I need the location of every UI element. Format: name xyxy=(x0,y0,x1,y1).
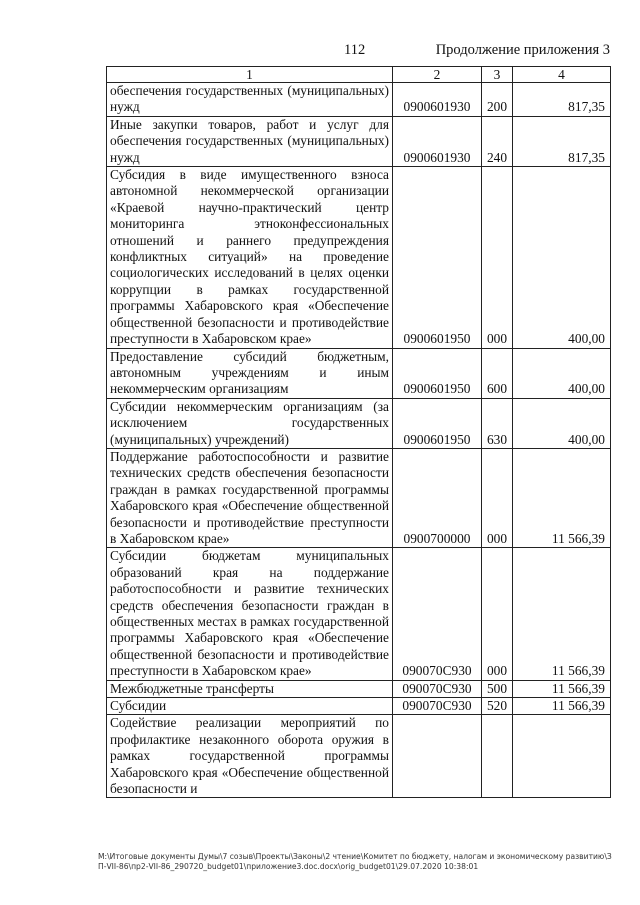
row-description: Межбюджетные трансферты xyxy=(107,680,393,697)
row-code xyxy=(393,715,482,798)
row-amount: 400,00 xyxy=(513,167,611,348)
row-description: Субсидии некоммерческим организациям (за исключением государственных (муниципальных) учреждений) xyxy=(107,398,393,448)
row-description: Поддержание работоспособности и развитие технических средств обеспечения безопасности граждан в рамках государственной программы Хабаровского края «Обеспечение общественной безопасности и противодействие преступности в Хабаровском крае» xyxy=(107,448,393,547)
table-row xyxy=(107,83,611,117)
row-code: 0900601930 xyxy=(393,83,482,117)
row-amount: 817,35 xyxy=(513,83,611,117)
row-amount: 11 566,39 xyxy=(513,680,611,697)
column-header: 3 xyxy=(482,67,513,83)
appendix-table xyxy=(106,66,611,798)
table-row xyxy=(107,167,611,348)
row-description: Субсидии бюджетам муниципальных образований края на поддержание работоспособности и развитие технических средств обеспечения безопасности граждан в общественных местах в рамках государственной программы Хабаровского края «Обеспечение общественной безопасности и противодействие преступности в Хабаровском крае» xyxy=(107,548,393,680)
row-amount: 11 566,39 xyxy=(513,448,611,547)
row-amount xyxy=(513,715,611,798)
table-row xyxy=(107,398,611,448)
row-description: Содействие реализации мероприятий по профилактике незаконного оборота оружия в рамках государственной программы Хабаровского края «Обеспечение общественной безопасности и xyxy=(107,715,393,798)
row-description: обеспечения государственных (муниципальных) нужд xyxy=(107,83,393,117)
row-expense-type: 500 xyxy=(482,680,513,697)
table-row xyxy=(107,680,611,697)
column-header: 4 xyxy=(513,67,611,83)
row-amount: 400,00 xyxy=(513,398,611,448)
row-amount: 11 566,39 xyxy=(513,548,611,680)
row-expense-type: 200 xyxy=(482,83,513,117)
row-code: 0900601950 xyxy=(393,348,482,398)
row-code: 0900601930 xyxy=(393,116,482,166)
table-header-row xyxy=(107,67,611,83)
row-description: Субсидия в виде имущественного взноса автономной некоммерческой организации «Краевой научно-практический центр мониторинга этноконфессиональных отношений и раннего предупреждения конфликтных ситуаций» на проведение социологических исследований в целях оценки коррупции в рамках государственной программы Хабаровского края «Обеспечение общественной безопасности и противодействие преступности в Хабаровском крае» xyxy=(107,167,393,348)
row-code: 090070С930 xyxy=(393,548,482,680)
page-number: 112 xyxy=(344,42,366,58)
column-header: 1 xyxy=(107,67,393,83)
continuation-label: Продолжение приложения 3 xyxy=(435,42,610,58)
table-row xyxy=(107,548,611,680)
row-expense-type: 000 xyxy=(482,548,513,680)
table-row xyxy=(107,116,611,166)
row-code: 0900601950 xyxy=(393,398,482,448)
row-expense-type xyxy=(482,715,513,798)
row-expense-type: 630 xyxy=(482,398,513,448)
row-description: Субсидии xyxy=(107,698,393,715)
row-description: Иные закупки товаров, работ и услуг для обеспечения государственных (муниципальных) нужд xyxy=(107,116,393,166)
row-code: 0900601950 xyxy=(393,167,482,348)
table-row xyxy=(107,348,611,398)
page-header xyxy=(0,42,640,62)
row-expense-type: 000 xyxy=(482,167,513,348)
column-header: 2 xyxy=(393,67,482,83)
row-expense-type: 000 xyxy=(482,448,513,547)
row-expense-type: 240 xyxy=(482,116,513,166)
table-row xyxy=(107,448,611,547)
row-amount: 400,00 xyxy=(513,348,611,398)
file-path-footer: M:\Итоговые документы Думы\7 созыв\Проекты\Законы\2 чтение\Комитет по бюджету, налогам и экономическому развитию\ЗП-VII-86\пр2-VII-86_290720_budget01\приложение3.doc.docx\orig_budget01\29.07.2020 10:38:01 xyxy=(98,852,612,871)
row-expense-type: 600 xyxy=(482,348,513,398)
row-amount: 817,35 xyxy=(513,116,611,166)
row-description: Предоставление субсидий бюджетным, автономным учреждениям и иным некоммерческим организациям xyxy=(107,348,393,398)
row-code: 0900700000 xyxy=(393,448,482,547)
table-row xyxy=(107,715,611,798)
row-code: 090070С930 xyxy=(393,698,482,715)
row-expense-type: 520 xyxy=(482,698,513,715)
table-row xyxy=(107,698,611,715)
row-amount: 11 566,39 xyxy=(513,698,611,715)
row-code: 090070С930 xyxy=(393,680,482,697)
